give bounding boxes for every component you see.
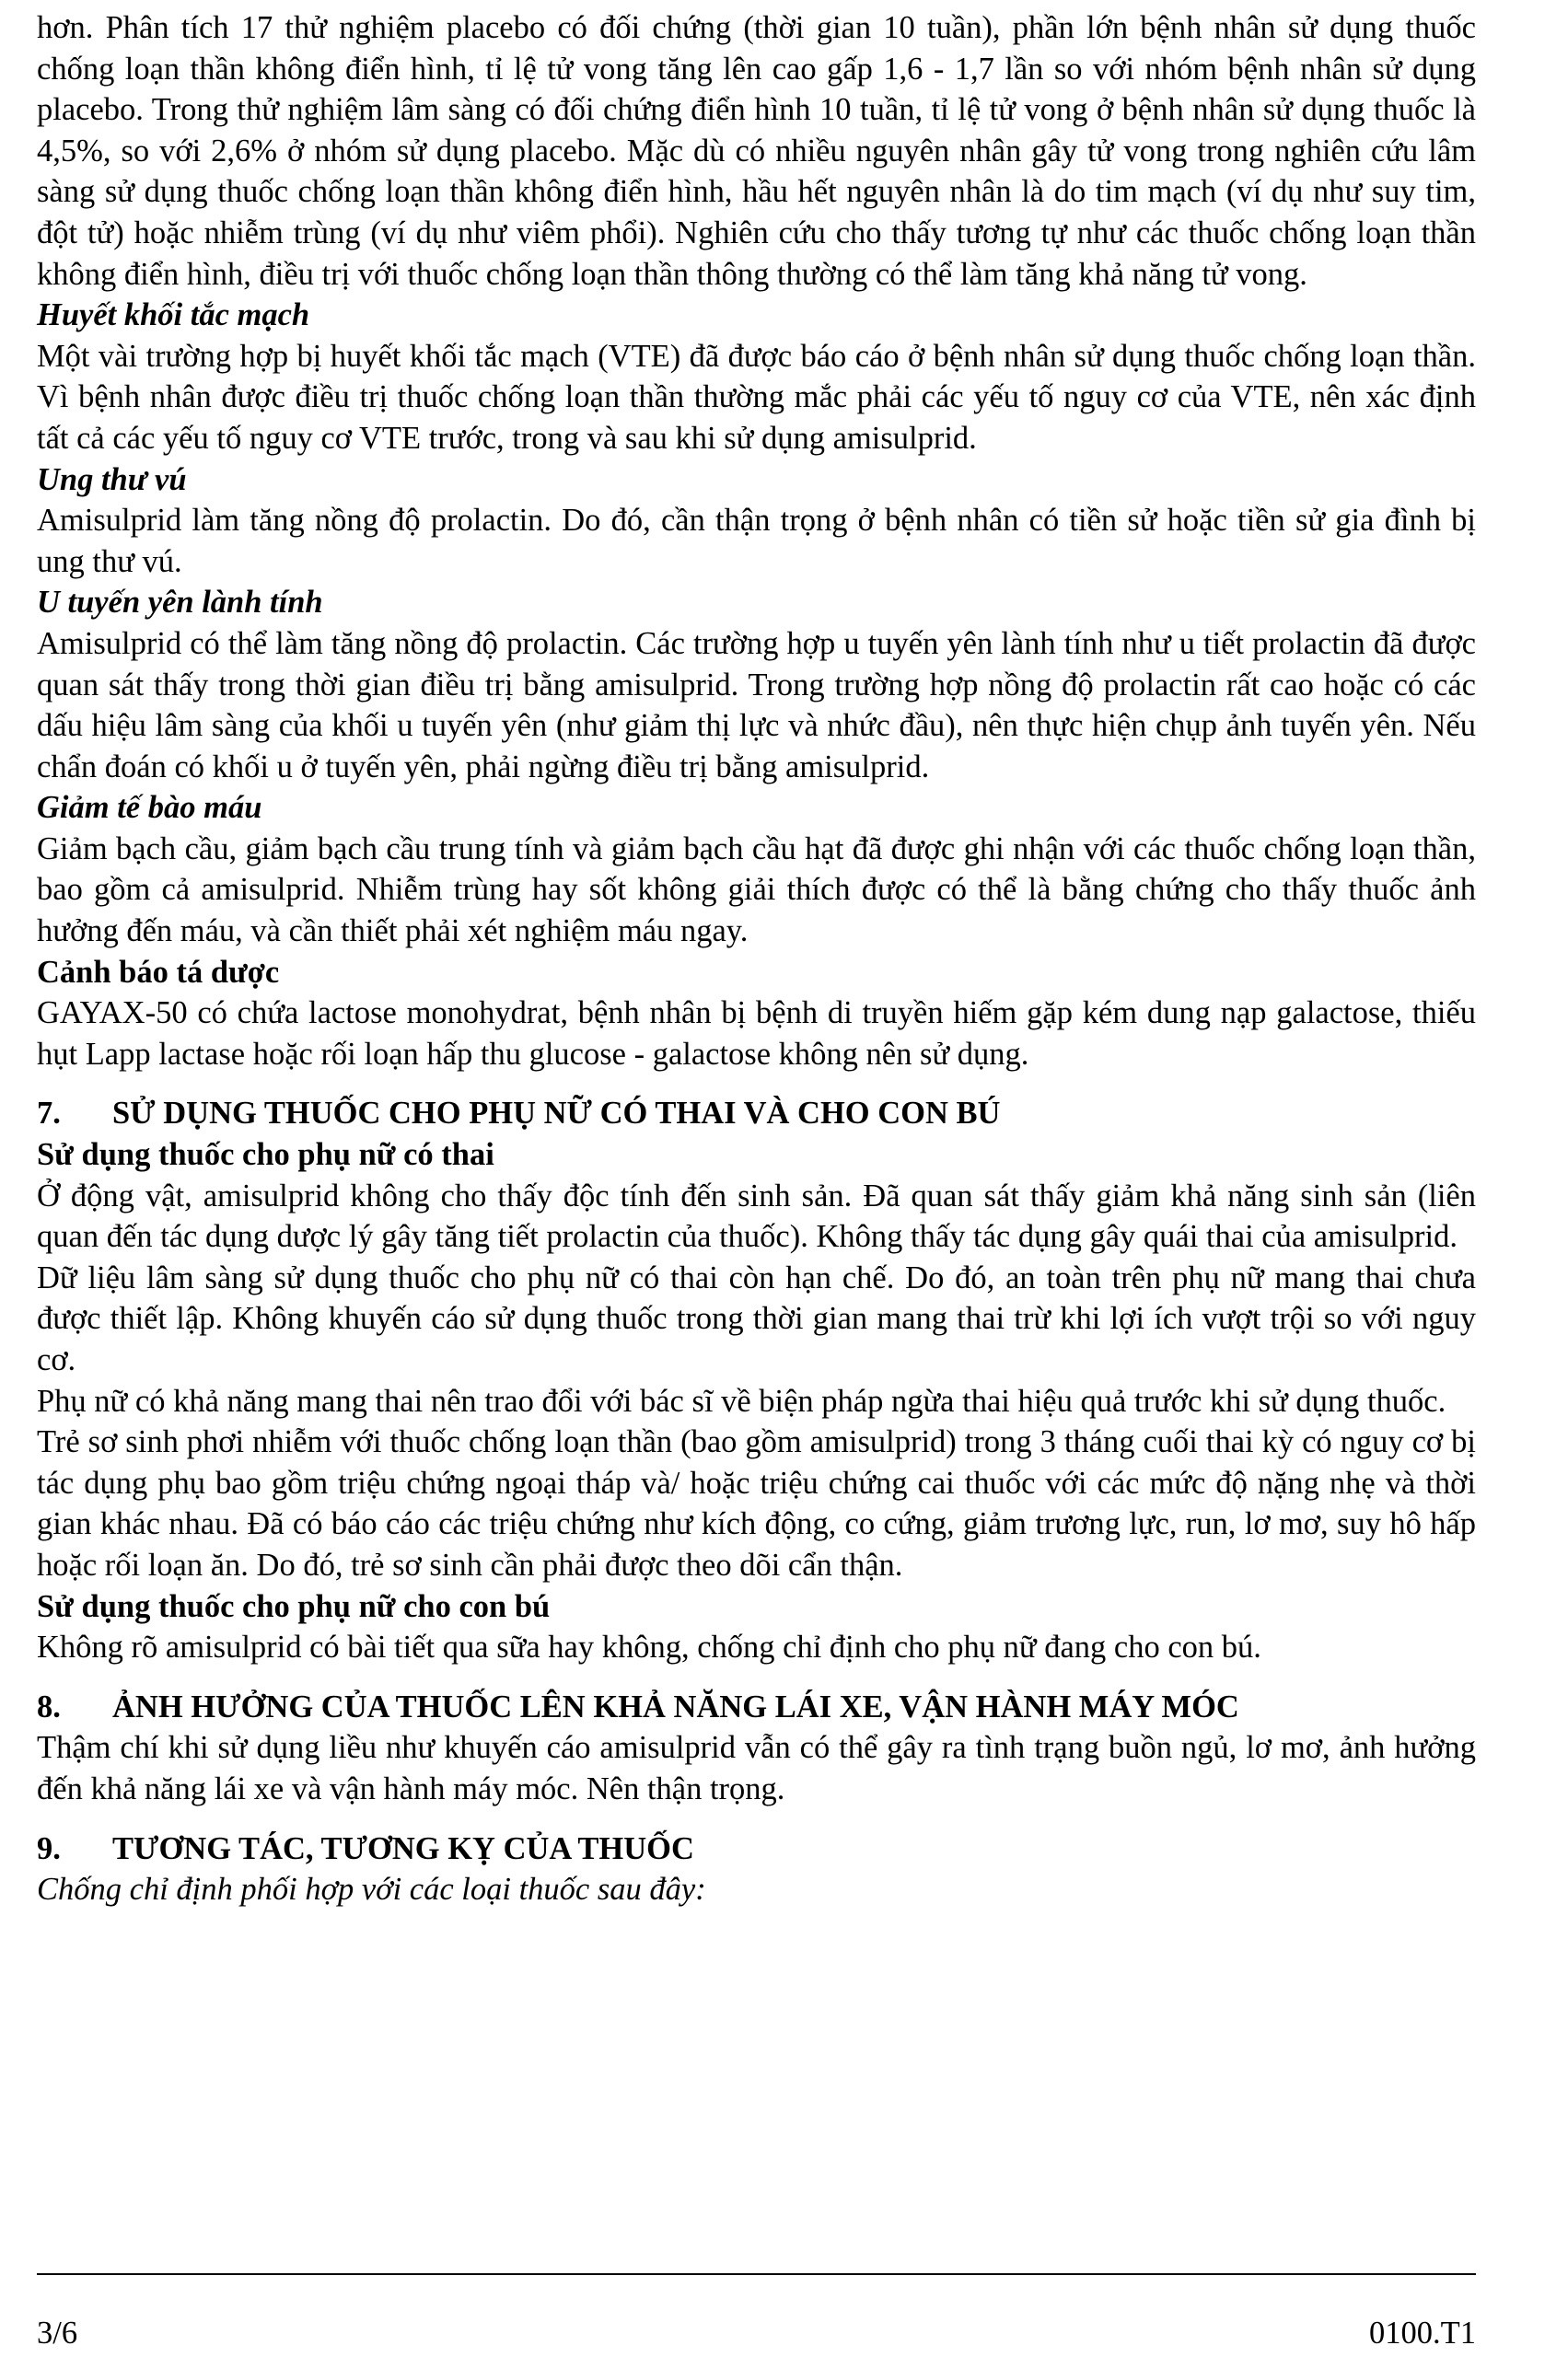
heading-excipient-warning: Cảnh báo tá dược (37, 954, 280, 990)
section-8-heading (37, 1687, 1476, 1728)
paragraph-pregnancy-1: Ở động vật, amisulprid không cho thấy độc tính đến sinh sản. Đã quan sát thấy giảm khả năng sinh sản (liên quan đến tác dụng dược lý gây tăng tiết prolactin của thuốc). Không thấy tác dụng gây quái thai của amisulprid. (37, 1178, 1476, 1255)
page-number: 3/6 (37, 2316, 78, 2351)
footer-divider (37, 2273, 1476, 2275)
section-9-number: 9. (37, 1830, 61, 1866)
section-9-heading (37, 1829, 1476, 1870)
heading-breast-cancer: Ung thư vú (37, 461, 187, 497)
heading-pituitary-tumor: U tuyến yên lành tính (37, 585, 323, 621)
paragraph-pituitary-tumor: Amisulprid có thể làm tăng nồng độ prolactin. Các trường hợp u tuyến yên lành tính như u tiết prolactin đã được quan sát thấy trong thời gian điều trị bằng amisulprid. Trong trường hợp nồng độ prolactin rất cao hoặc có các dấu hiệu lâm sàng của khối u tuyến yên (như giảm thị lực và nhức đầu), nên thực hiện chụp ảnh tuyến yên. Nếu chẩn đoán có khối u ở tuyến yên, phải ngừng điều trị bằng amisulprid. (37, 625, 1476, 784)
section-8-number: 8. (37, 1689, 61, 1724)
paragraph-blood-cells: Giảm bạch cầu, giảm bạch cầu trung tính và giảm bạch cầu hạt đã được ghi nhận với các thuốc chống loạn thần, bao gồm cả amisulprid. Nhiễm trùng hay sốt không giải thích được có thể là bằng chứng cho thấy thuốc ảnh hưởng đến máu, và cần thiết phải xét nghiệm máu ngay. (37, 830, 1476, 949)
heading-vte: Huyết khối tắc mạch (37, 297, 310, 333)
paragraph-pregnancy-3: Phụ nữ có khả năng mang thai nên trao đổi với bác sĩ về biện pháp ngừa thai hiệu quả trước khi sử dụng thuốc. (37, 1383, 1446, 1419)
paragraph-breast-cancer: Amisulprid làm tăng nồng độ prolactin. Do đó, cần thận trọng ở bệnh nhân có tiền sử hoặc tiền sử gia đình bị ung thư vú. (37, 503, 1476, 579)
paragraph-vte: Một vài trường hợp bị huyết khối tắc mạch (VTE) đã được báo cáo ở bệnh nhân sử dụng thuốc chống loạn thần. Vì bệnh nhân được điều trị thuốc chống loạn thần thường mắc phải các yếu tố nguy cơ của VTE, nên xác định tất cả các yếu tố nguy cơ VTE trước, trong và sau khi sử dụng amisulprid. (37, 338, 1476, 456)
paragraph-mortality: hơn. Phân tích 17 thử nghiệm placebo có đối chứng (thời gian 10 tuần), phần lớn bệnh nhân sử dụng thuốc chống loạn thần không điển hình, tỉ lệ tử vong tăng lên cao gấp 1,6 - 1,7 lần so với nhóm bệnh nhân sử dụng placebo. Trong thử nghiệm lâm sàng có đối chứng điển hình 10 tuần, tỉ lệ tử vong ở bệnh nhân sử dụng thuốc là 4,5%, so với 2,6% ở nhóm sử dụng placebo. Mặc dù có nhiều nguyên nhân gây tử vong trong nghiên cứu lâm sàng sử dụng thuốc chống loạn thần không điển hình, hầu hết nguyên nhân là do tim mạch (ví dụ như suy tim, đột tử) hoặc nhiễm trùng (ví dụ như viêm phổi). Nghiên cứu cho thấy tương tự như các thuốc chống loạn thần không điển hình, điều trị với thuốc chống loạn thần thông thường có thể làm tăng khả năng tử vong. (37, 10, 1476, 292)
paragraph-excipient-warning: GAYAX-50 có chứa lactose monohydrat, bệnh nhân bị bệnh di truyền hiếm gặp kém dung nạp galactose, thiếu hụt Lapp lactase hoặc rối loạn hấp thu glucose - galactose không nên sử dụng. (37, 995, 1476, 1072)
paragraph-pregnancy-4: Trẻ sơ sinh phơi nhiễm với thuốc chống loạn thần (bao gồm amisulprid) trong 3 tháng cuối thai kỳ có nguy cơ bị tác dụng phụ bao gồm triệu chứng ngoại tháp và/ hoặc triệu chứng cai thuốc với các mức độ nặng nhẹ và thời gian khác nhau. Đã có báo cáo các triệu chứng như kích động, co cứng, giảm trương lực, run, lơ mơ, suy hô hấp hoặc rối loạn ăn. Do đó, trẻ sơ sinh cần phải được theo dõi cẩn thận. (37, 1424, 1476, 1583)
document-body (37, 7, 1476, 1910)
section-9-title: TƯƠNG TÁC, TƯƠNG KỴ CỦA THUỐC (112, 1830, 694, 1866)
section-7-title: SỬ DỤNG THUỐC CHO PHỤ NỮ CÓ THAI VÀ CHO CON BÚ (112, 1096, 1001, 1132)
section-7-number: 7. (37, 1096, 61, 1132)
paragraph-lactation: Không rõ amisulprid có bài tiết qua sữa hay không, chống chỉ định cho phụ nữ đang cho con bú. (37, 1630, 1261, 1666)
paragraph-pregnancy-2: Dữ liệu lâm sàng sử dụng thuốc cho phụ nữ có thai còn hạn chế. Do đó, an toàn trên phụ nữ mang thai chưa được thiết lập. Không khuyến cáo sử dụng thuốc trong thời gian mang thai trừ khi lợi ích vượt trội so với nguy cơ. (37, 1260, 1476, 1377)
document-code: 0100.T1 (1369, 2316, 1476, 2351)
heading-pregnancy: Sử dụng thuốc cho phụ nữ có thai (37, 1137, 494, 1173)
page-footer (37, 2315, 1476, 2351)
heading-blood-cells: Giảm tế bào máu (37, 790, 262, 826)
heading-lactation: Sử dụng thuốc cho phụ nữ cho con bú (37, 1588, 551, 1624)
paragraph-contraindicated-combinations: Chống chỉ định phối hợp với các loại thuốc sau đây: (37, 1872, 706, 1908)
paragraph-driving: Thậm chí khi sử dụng liều như khuyến cáo amisulprid vẫn có thể gây ra tình trạng buồn ngủ, lơ mơ, ảnh hưởng đến khả năng lái xe và vận hành máy móc. Nên thận trọng. (37, 1730, 1476, 1806)
section-8-title: ẢNH HƯỞNG CỦA THUỐC LÊN KHẢ NĂNG LÁI XE, VẬN HÀNH MÁY MÓC (112, 1689, 1239, 1724)
section-7-heading (37, 1093, 1476, 1134)
